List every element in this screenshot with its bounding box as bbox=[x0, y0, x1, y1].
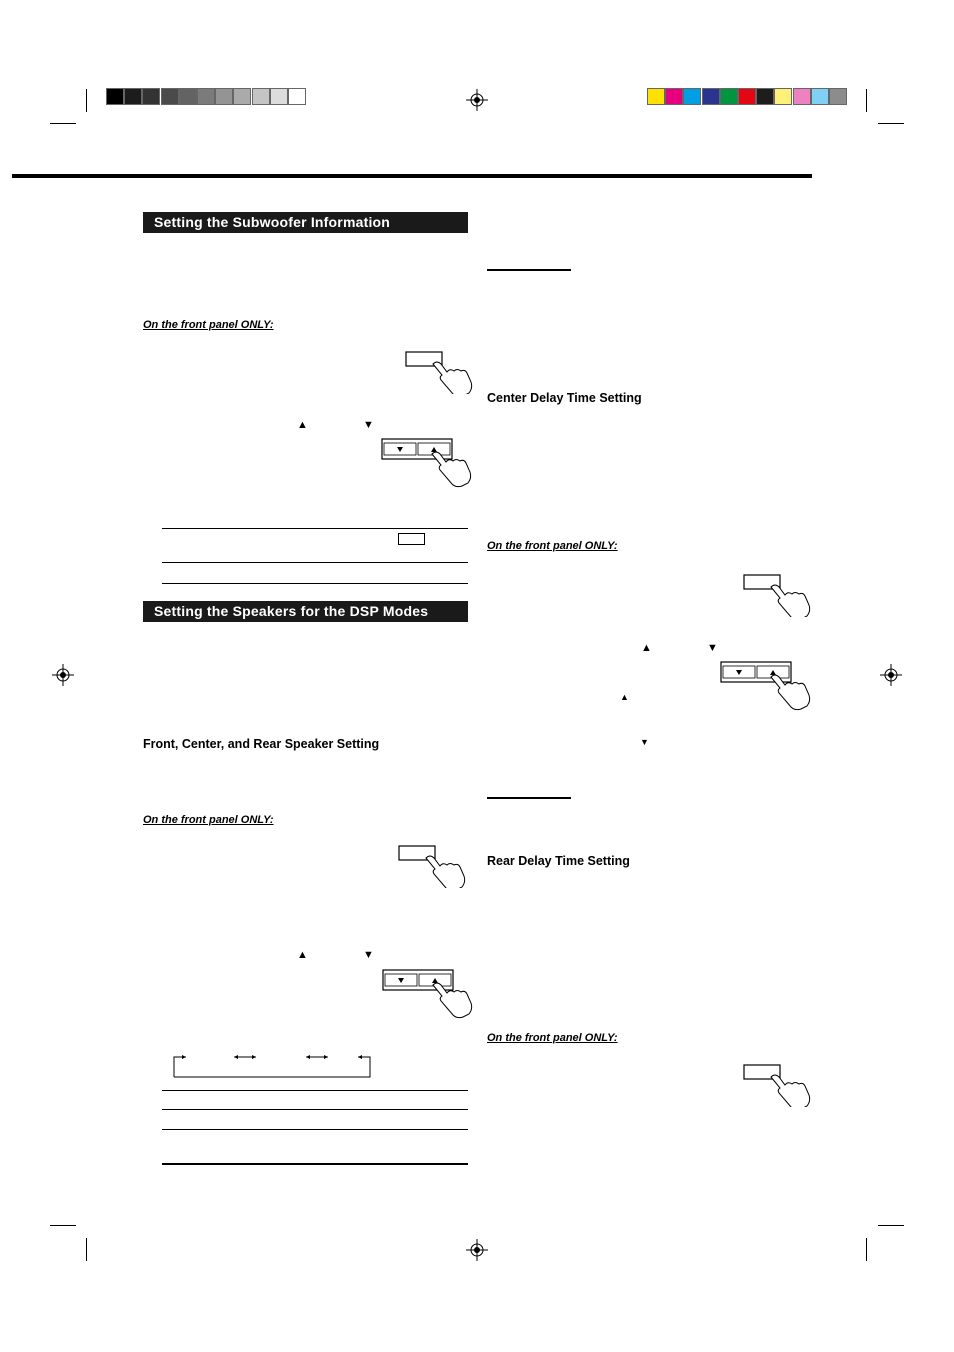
short-rule bbox=[487, 797, 571, 799]
gray-swatch bbox=[179, 88, 197, 105]
gray-swatch bbox=[106, 88, 124, 105]
up-arrow-icon: ▲ bbox=[297, 949, 308, 961]
up-down-button-hand-icon bbox=[380, 437, 475, 491]
front-panel-note: On the front panel ONLY: bbox=[143, 814, 274, 826]
color-swatch bbox=[811, 88, 829, 105]
gray-swatch bbox=[124, 88, 142, 105]
button-press-hand-icon bbox=[741, 1061, 813, 1107]
subhead-front-center-rear: Front, Center, and Rear Speaker Setting bbox=[143, 737, 380, 751]
front-panel-note: On the front panel ONLY: bbox=[487, 540, 618, 552]
table-rule bbox=[162, 528, 468, 529]
up-down-button-hand-icon bbox=[719, 660, 814, 714]
color-swatch bbox=[829, 88, 847, 105]
color-swatch bbox=[756, 88, 774, 105]
table-rule bbox=[162, 583, 468, 584]
gray-swatch bbox=[215, 88, 233, 105]
gray-swatch bbox=[288, 88, 306, 105]
top-rule bbox=[12, 174, 812, 178]
crop-mark bbox=[878, 1225, 904, 1226]
button-press-hand-icon bbox=[403, 348, 475, 394]
subhead-center-delay: Center Delay Time Setting bbox=[487, 391, 642, 405]
down-arrow-icon: ▼ bbox=[640, 737, 649, 747]
up-arrow-icon: ▲ bbox=[297, 419, 308, 431]
gray-swatch bbox=[233, 88, 251, 105]
section-heading-subwoofer: Setting the Subwoofer Information bbox=[143, 212, 468, 233]
down-arrow-icon: ▼ bbox=[363, 949, 374, 961]
front-panel-note: On the front panel ONLY: bbox=[143, 319, 274, 331]
short-rule bbox=[487, 269, 571, 271]
section-heading-dsp: Setting the Speakers for the DSP Modes bbox=[143, 601, 468, 622]
up-arrow-icon: ▲ bbox=[620, 692, 629, 702]
down-arrow-icon: ▼ bbox=[363, 419, 374, 431]
table-rule bbox=[162, 562, 468, 563]
table-rule bbox=[162, 1163, 468, 1165]
gray-swatch bbox=[270, 88, 288, 105]
up-arrow-icon: ▲ bbox=[641, 642, 652, 654]
subhead-rear-delay: Rear Delay Time Setting bbox=[487, 854, 630, 868]
table-rule bbox=[162, 1109, 468, 1110]
registration-mark-icon bbox=[466, 89, 488, 111]
color-swatch bbox=[720, 88, 738, 105]
crop-mark bbox=[86, 1238, 87, 1261]
registration-mark-icon bbox=[466, 1239, 488, 1261]
gray-swatch bbox=[161, 88, 179, 105]
up-down-button-hand-icon bbox=[381, 968, 476, 1022]
small-box-icon bbox=[398, 533, 425, 545]
button-press-hand-icon bbox=[741, 571, 813, 617]
button-press-hand-icon bbox=[396, 842, 468, 888]
crop-mark bbox=[878, 123, 904, 124]
registration-mark-icon bbox=[880, 664, 902, 686]
color-swatch bbox=[647, 88, 665, 105]
table-rule bbox=[162, 1129, 468, 1130]
color-swatch bbox=[774, 88, 792, 105]
gray-swatch bbox=[252, 88, 270, 105]
crop-mark bbox=[866, 1238, 867, 1261]
gray-swatch bbox=[142, 88, 160, 105]
color-swatch bbox=[683, 88, 701, 105]
color-swatch bbox=[793, 88, 811, 105]
registration-mark-icon bbox=[52, 664, 74, 686]
crop-mark bbox=[866, 89, 867, 112]
front-panel-note: On the front panel ONLY: bbox=[487, 1032, 618, 1044]
color-swatch bbox=[665, 88, 683, 105]
table-rule bbox=[162, 1090, 468, 1091]
crop-mark bbox=[50, 123, 76, 124]
down-arrow-icon: ▼ bbox=[707, 642, 718, 654]
gray-swatch bbox=[197, 88, 215, 105]
color-swatch bbox=[738, 88, 756, 105]
color-swatch bbox=[702, 88, 720, 105]
crop-mark bbox=[86, 89, 87, 112]
crop-mark bbox=[50, 1225, 76, 1226]
setting-cycle-diagram bbox=[170, 1050, 375, 1080]
